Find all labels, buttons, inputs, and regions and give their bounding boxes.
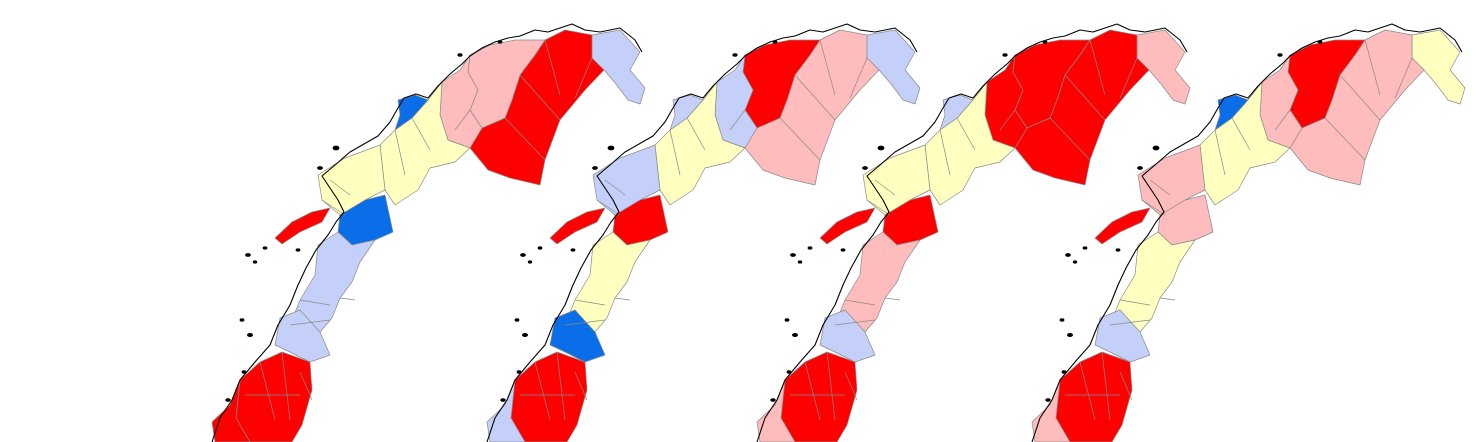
island — [798, 261, 802, 263]
island — [773, 41, 777, 43]
island — [1067, 333, 1072, 336]
island — [571, 249, 575, 251]
island — [878, 146, 884, 150]
island — [498, 41, 502, 43]
island — [226, 399, 231, 402]
island — [521, 254, 526, 257]
island — [242, 371, 246, 374]
island — [792, 333, 797, 336]
region-helgeland-south — [1056, 352, 1132, 442]
island — [1083, 247, 1087, 249]
island — [333, 146, 339, 150]
municipal-border — [885, 298, 900, 300]
region-lofoten — [550, 208, 605, 244]
island — [263, 247, 267, 249]
island — [501, 399, 506, 402]
region-helgeland-south — [236, 352, 312, 442]
island — [1062, 371, 1066, 374]
island — [841, 249, 845, 251]
island — [240, 319, 244, 322]
island — [247, 333, 252, 336]
island — [538, 247, 542, 249]
region-lofoten — [1095, 208, 1150, 244]
island — [253, 261, 257, 263]
island — [1003, 54, 1007, 57]
region-helgeland-south — [511, 352, 587, 442]
island — [785, 319, 789, 322]
region-lofoten — [820, 208, 875, 244]
island — [1060, 319, 1064, 322]
island — [1046, 399, 1051, 402]
island — [791, 254, 796, 257]
island — [733, 54, 737, 57]
island — [515, 319, 519, 322]
island — [771, 399, 776, 402]
municipal-border — [1160, 298, 1175, 300]
region-helgeland-south — [781, 352, 857, 442]
island — [1278, 54, 1282, 57]
municipal-border — [340, 298, 355, 300]
island — [608, 146, 614, 150]
island — [528, 261, 532, 263]
island — [1073, 261, 1077, 263]
region-lofoten — [275, 208, 330, 244]
island — [318, 167, 323, 170]
island — [1066, 254, 1071, 257]
island — [296, 249, 300, 251]
island — [863, 167, 868, 170]
island — [593, 167, 598, 170]
island — [787, 371, 791, 374]
island — [1116, 249, 1120, 251]
island — [517, 371, 521, 374]
island — [1138, 167, 1143, 170]
island — [808, 247, 812, 249]
island — [1318, 41, 1322, 43]
island — [1043, 41, 1047, 43]
island — [246, 254, 251, 257]
island — [522, 333, 527, 336]
municipal-border — [615, 298, 630, 300]
island — [1153, 146, 1159, 150]
island — [458, 54, 462, 57]
